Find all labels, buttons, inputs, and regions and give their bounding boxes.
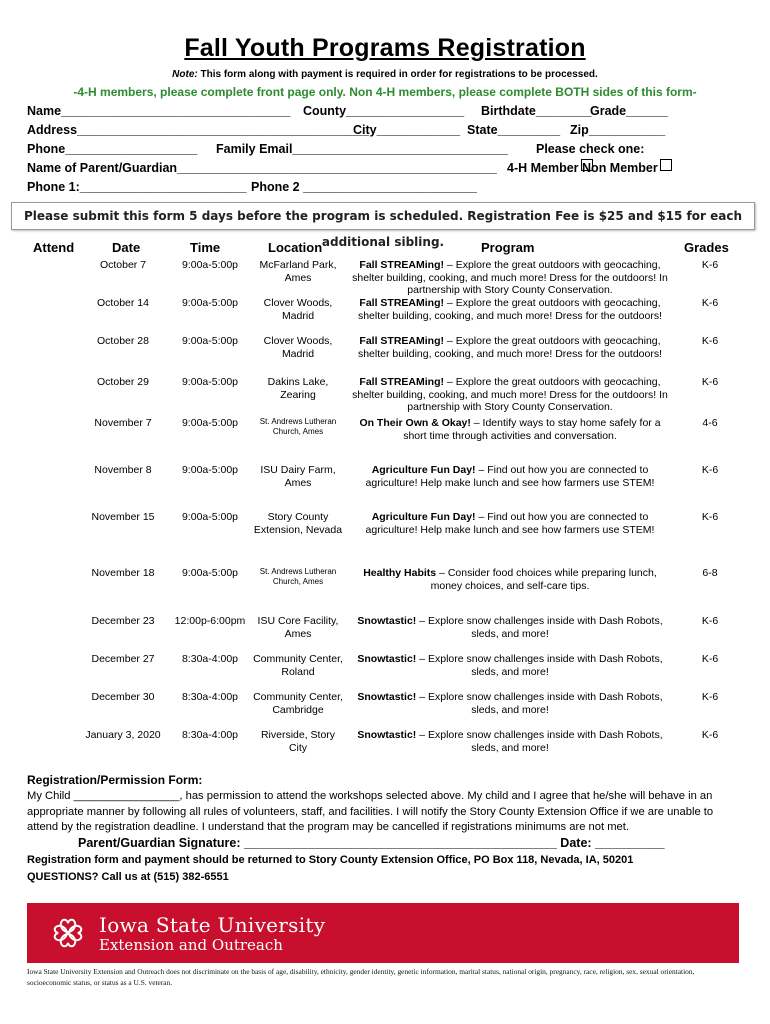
registration-fields <box>27 102 747 197</box>
row-location: Dakins Lake, Zearing <box>267 376 329 401</box>
row-location: Clover Woods, Madrid <box>263 297 333 322</box>
row-program <box>350 691 670 716</box>
row-location: St. Andrews Lutheran Church, Ames <box>259 567 337 586</box>
row-location: Community Center, Cambridge <box>253 691 343 716</box>
return-instructions: Registration form and payment should be returned to Story County Extension Office, PO Box 118, Nevada, IA, 50201 <box>27 854 634 866</box>
row-grades: K-6 <box>701 691 719 703</box>
row-date: November 15 <box>91 511 155 523</box>
registration-body: My Child _________________, has permission to attend the workshops selected above. My child and I agree that he/she will behave in an appropriate manner by following all rules of volunteers, staff, and facilities. I will notify the Story County Extension Office if we are unable to attend by the registration deadline. I understand that the program may be cancelled if registrations minimums are not met. <box>27 790 714 833</box>
member-4h-label: 4-H Member <box>507 161 579 175</box>
row-program <box>350 259 670 297</box>
row-time: 9:00a-5:00p <box>181 464 239 476</box>
program-description: – Find out how you are connected to agriculture! Help make lunch and see how farmers use STEM! <box>365 511 655 536</box>
row-grades: K-6 <box>701 511 719 523</box>
row-location: Community Center, Roland <box>253 653 343 678</box>
county-field[interactable]: County_________________ <box>303 104 465 118</box>
signature-line[interactable]: Parent/Guardian Signature: _____________________________________________ Date: __________ <box>78 836 665 850</box>
name-field[interactable]: Name_________________________________ <box>27 104 291 118</box>
program-description: – Explore the great outdoors with geocaching, shelter building, cooking, and much more! Dress for the outdoors! <box>357 297 663 322</box>
program-description: – Identify ways to stay home safely for a short time through activities and conversation. <box>403 417 661 442</box>
row-grades: 6-8 <box>702 567 718 579</box>
row-time: 9:00a-5:00p <box>181 259 239 271</box>
header-program: Program <box>481 240 535 255</box>
program-name: Agriculture Fun Day! <box>371 511 476 523</box>
row-location: Story County Extension, Nevada <box>253 511 343 536</box>
row-grades: K-6 <box>701 335 719 347</box>
isu-name: Iowa State University <box>99 913 326 937</box>
program-name: Snowtastic! <box>357 691 417 703</box>
table-header <box>20 240 760 258</box>
row-grades: K-6 <box>701 615 719 627</box>
note-text: This form along with payment is required in order for registrations to be processed. <box>200 69 598 80</box>
row-time: 9:00a-5:00p <box>181 511 239 523</box>
program-description: – Explore snow challenges inside with Dash Robots, sleds, and more! <box>416 615 663 640</box>
row-program <box>350 335 670 360</box>
disclaimer: Iowa State University Extension and Outreach does not discriminate on the basis of age, disability, ethnicity, gender identity, genetic information, marital status, national origin, pregnancy, race, religion, sex, sexual orientation, socioeconomic status, or status as a U.S. veteran. <box>27 967 695 987</box>
row-location: Clover Woods, Madrid <box>263 335 333 360</box>
row-grades: K-6 <box>701 464 719 476</box>
row-date: December 30 <box>91 691 155 703</box>
questions-line: QUESTIONS? Call us at (515) 382-6551 <box>27 871 229 883</box>
row-program <box>350 511 670 536</box>
program-description: – Consider food choices while preparing lunch, money choices, and self-care tips. <box>430 567 657 592</box>
row-location: ISU Core Facility, Ames <box>257 615 339 640</box>
row-grades: K-6 <box>701 259 719 271</box>
birthdate-field[interactable]: Birthdate________ <box>481 104 592 118</box>
program-table <box>20 240 760 754</box>
row-grades: K-6 <box>701 653 719 665</box>
row-time: 12:00p-6:00pm <box>174 615 246 627</box>
row-time: 9:00a-5:00p <box>181 417 239 429</box>
program-name: Fall STREAMing! <box>359 259 445 271</box>
family-email-field[interactable]: Family Email_______________________________ <box>216 142 508 156</box>
row-grades: K-6 <box>701 297 719 309</box>
header-time: Time <box>190 240 221 255</box>
row-time: 8:30a-4:00p <box>181 653 239 665</box>
program-name: On Their Own & Okay! <box>359 417 471 429</box>
row-program <box>350 615 670 640</box>
row-date: October 28 <box>97 335 149 347</box>
program-name: Snowtastic! <box>357 729 417 741</box>
phone-field[interactable]: Phone___________________ <box>27 142 198 156</box>
row-date: October 7 <box>99 259 147 271</box>
program-description: – Find out how you are connected to agriculture! Help make lunch and see how farmers use STEM! <box>365 464 655 489</box>
submit-notice: Please submit this form 5 days before the program is scheduled. Registration Fee is $25 and $15 for each additional sibling. <box>11 202 755 230</box>
header-attend: Attend <box>33 240 75 255</box>
isu-banner <box>27 903 739 963</box>
row-program <box>350 729 670 754</box>
non-member-label: Non Member <box>582 161 658 175</box>
program-name: Snowtastic! <box>357 615 417 627</box>
row-program <box>350 464 670 489</box>
row-date: December 27 <box>91 653 155 665</box>
zip-field[interactable]: Zip___________ <box>570 123 666 137</box>
row-location: McFarland Park, Ames <box>259 259 337 284</box>
program-name: Fall STREAMing! <box>359 297 445 309</box>
row-time: 8:30a-4:00p <box>181 729 239 741</box>
row-date: November 18 <box>91 567 155 579</box>
row-date: November 7 <box>94 417 152 429</box>
phone2-field[interactable]: Phone 2 _________________________ <box>251 180 477 194</box>
grade-field[interactable]: Grade______ <box>590 104 668 118</box>
header-grades: Grades <box>684 240 729 255</box>
registration-title: Registration/Permission Form: <box>27 773 203 787</box>
row-time: 8:30a-4:00p <box>181 691 239 703</box>
row-program <box>350 297 670 322</box>
program-description: – Explore snow challenges inside with Dash Robots, sleds, and more! <box>416 691 663 716</box>
address-field[interactable]: Address__________________________________________ <box>27 123 369 137</box>
row-location: St. Andrews Lutheran Church, Ames <box>259 417 337 436</box>
program-description: – Explore the great outdoors with geocaching, shelter building, cooking, and much more! Dress for the outdoors! In partnership with Story County Conservation. <box>352 259 668 296</box>
program-name: Agriculture Fun Day! <box>371 464 476 476</box>
header-location: Location <box>268 240 323 255</box>
row-grades: K-6 <box>701 729 719 741</box>
row-grades: 4-6 <box>702 417 718 429</box>
row-time: 9:00a-5:00p <box>181 335 239 347</box>
city-field[interactable]: City____________ <box>353 123 461 137</box>
row-program <box>350 417 670 442</box>
4h-clover-icon <box>49 915 87 951</box>
row-date: October 14 <box>97 297 149 309</box>
isu-extension: Extension and Outreach <box>99 936 283 954</box>
row-date: January 3, 2020 <box>85 729 161 741</box>
phone1-field[interactable]: Phone 1:________________________ <box>27 180 247 194</box>
members-note: -4-H members, please complete front page only. Non 4-H members, please complete BOTH sides of this form- <box>73 85 697 99</box>
row-location: ISU Dairy Farm, Ames <box>260 464 336 489</box>
row-program <box>350 376 670 414</box>
row-program <box>350 567 670 592</box>
check-one-label: Please check one: <box>536 142 645 156</box>
row-grades: K-6 <box>701 376 719 388</box>
program-description: – Explore snow challenges inside with Dash Robots, sleds, and more! <box>416 729 663 754</box>
program-description: – Explore the great outdoors with geocaching, shelter building, cooking, and much more! Dress for the outdoors! <box>357 335 663 360</box>
program-name: Fall STREAMing! <box>359 376 445 388</box>
non-member-checkbox[interactable] <box>660 159 672 171</box>
page-title: Fall Youth Programs Registration <box>184 34 586 62</box>
note-line <box>0 69 770 80</box>
row-date: November 8 <box>94 464 152 476</box>
program-description: – Explore snow challenges inside with Dash Robots, sleds, and more! <box>416 653 663 678</box>
state-field[interactable]: State_________ <box>467 123 561 137</box>
row-date: December 23 <box>91 615 155 627</box>
program-name: Fall STREAMing! <box>359 335 445 347</box>
membership-options <box>507 159 658 178</box>
parent-name-field[interactable]: Name of Parent/Guardian______________________________________________ <box>27 161 497 175</box>
note-label: Note: <box>172 69 198 80</box>
svg-text:H: H <box>65 929 71 939</box>
row-time: 9:00a-5:00p <box>181 567 239 579</box>
program-name: Healthy Habits <box>363 567 437 579</box>
row-program <box>350 653 670 678</box>
row-time: 9:00a-5:00p <box>181 297 239 309</box>
member-4h-checkbox[interactable] <box>581 159 593 171</box>
program-description: – Explore the great outdoors with geocaching, shelter building, cooking, and much more! Dress for the outdoors! In partnership with Story County Conservation. <box>352 376 668 413</box>
row-date: October 29 <box>97 376 149 388</box>
header-date: Date <box>112 240 141 255</box>
program-name: Snowtastic! <box>357 653 417 665</box>
row-location: Riverside, Story City <box>260 729 336 754</box>
row-time: 9:00a-5:00p <box>181 376 239 388</box>
